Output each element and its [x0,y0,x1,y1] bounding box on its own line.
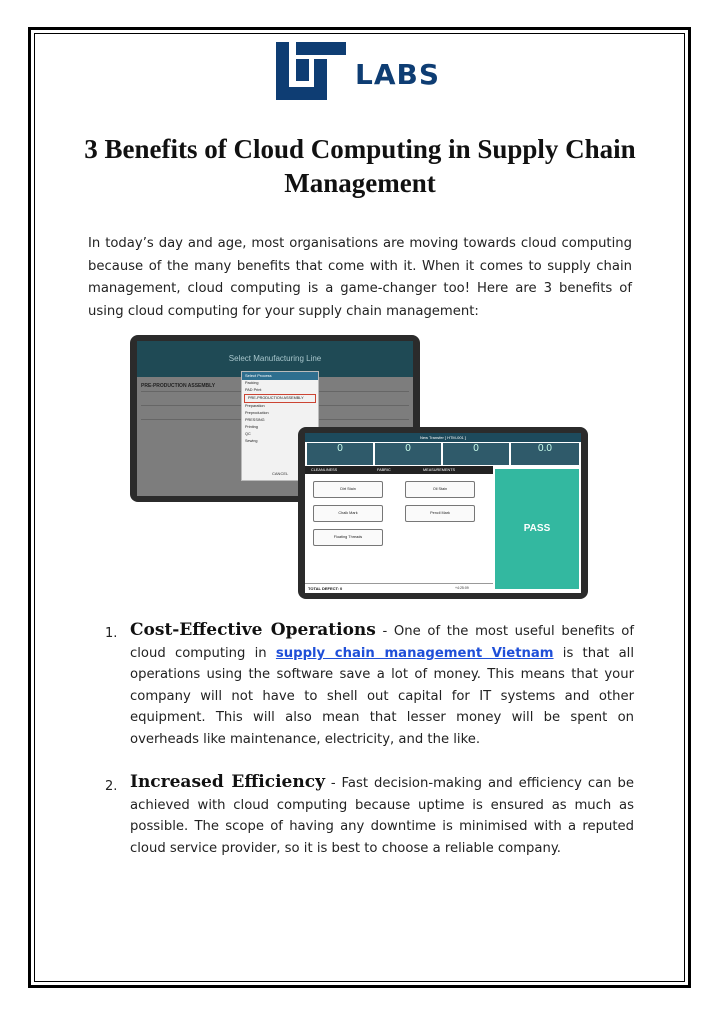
list-item-text: - Fast decision-making and efficiency can be achieved with cloud computing because uptime is ensured as much as possible. The scope of having any downtime is minimised with a reputed cloud service provider, so it is best to choose a reliable company. [130,776,634,856]
tablet-inspection [298,427,588,599]
defect-button: Dirt Stain [313,481,383,498]
page-title: 3 Benefits of Cloud Computing in Supply Chain Management [84,134,636,198]
list-number: 2. [105,779,118,794]
stat-box: 0 [443,443,509,465]
list-item-body [130,620,634,751]
tablet1-header: Select Manufacturing Line [137,341,413,377]
list-item-text: is that all operations using the software save a lot of money. This means that your company will not have to shell out capital for IT systems and other equipment. This will also mean that lesser money will be spent on overheads like maintenance, electricity, and the like. [130,645,634,747]
intro-paragraph: In today’s day and age, most organisations are moving towards cloud computing because of the many benefits that come with it. When it comes to supply chain management, cloud computing is a game-changer too! Here are 3 benefits of using cloud computing for your supply chain management: [88,236,632,319]
dialog-item: QC [245,432,251,436]
list-item-text: - One of the most useful benefits of cloud computing in [130,624,634,661]
elapsed-time: +4:25:09 [455,586,469,590]
stat-box: 0.0 [511,443,579,465]
tab-measurements: MEASUREMENTS [423,468,456,472]
tablet1-row-label: PRE-PRODUCTION ASSEMBLY [141,383,216,389]
logo-text: LABS [355,58,441,91]
defect-button: Pencil Mark [405,505,475,522]
stat-box: 0 [307,443,373,465]
tab-cleanliness: CLEANLINESS [311,468,338,472]
list-item-heading: Increased Efficiency [130,772,325,792]
tablet2-header: New Transfer [ HTM-001 ] [305,433,581,442]
dialog-item: Sewing [245,439,258,443]
dialog-item: Packing [245,381,259,385]
list-item-body [130,772,634,859]
dialog-item-selected: PRE-PRODUCTION ASSEMBLY [244,394,316,403]
dialog-item: PAD Print [245,388,262,392]
tab-fabric: FABRIC [377,468,391,472]
defect-button: Chalk Mark [313,505,383,522]
dialog-item: Preproduction [245,411,269,415]
dialog-cancel: CANCEL [272,471,289,476]
dialog-item: Printing [245,425,258,429]
defect-button: Floating Threads [313,529,383,546]
pass-button: PASS [495,469,579,589]
defect-button: Oil Stain [405,481,475,498]
total-defect: TOTAL DEFECT: 0 [305,583,493,593]
tablet2-tabs [305,466,493,474]
stat-box: 0 [375,443,441,465]
app-screenshot-illustration [130,335,590,600]
supply-chain-link[interactable]: supply chain management Vietnam [275,645,554,661]
list-item-heading: Cost-Effective Operations [130,620,376,640]
dialog-item: Preparation [245,404,265,408]
dialog-title: Select Process [242,372,318,380]
list-number: 1. [105,626,118,641]
dialog-item: PRESSING [245,418,265,422]
